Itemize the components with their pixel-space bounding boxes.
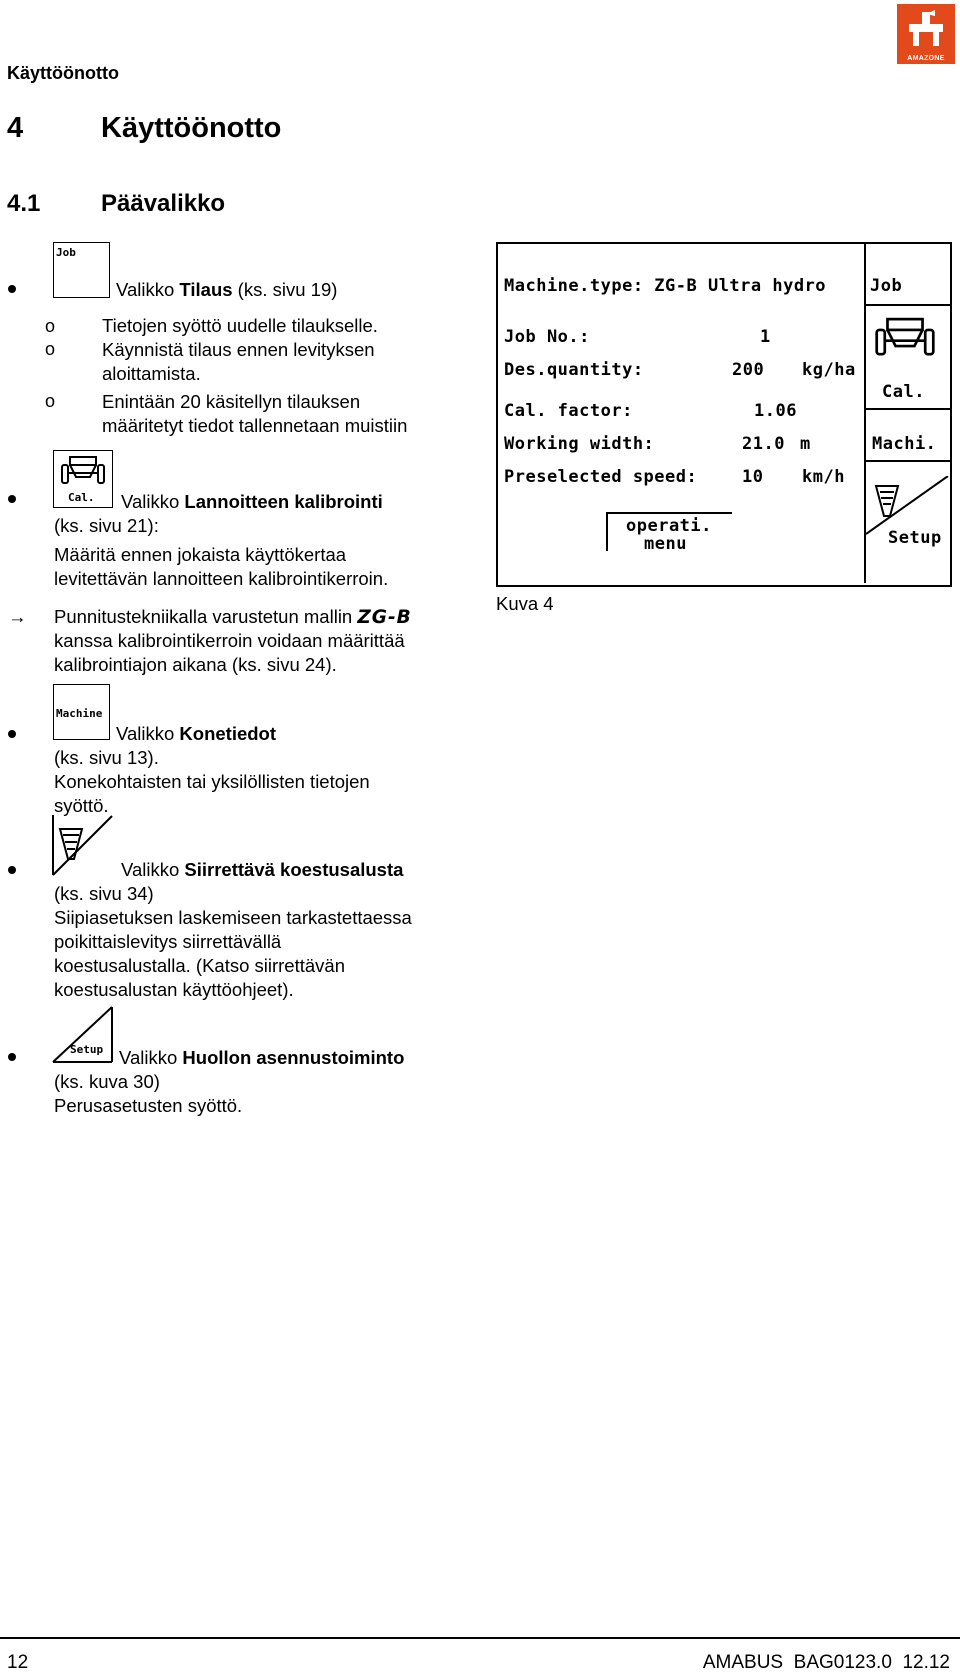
screen-setup-button[interactable]: Setup [888,528,942,548]
setup-line-1: (ks. kuva 30) [54,1071,160,1092]
tray-line-3: poikittaislevitys siirrettävällä [54,931,282,952]
screen-machine-type: Machine.type: ZG-B Ultra hydro [504,276,827,296]
screen-width-value: 21.0 [742,434,785,454]
logo-text: AMAZONE [907,55,945,62]
bullet [8,1053,16,1061]
screen-des-qty-value: 200 [732,360,765,380]
screen-divider [864,304,950,306]
bullet [8,730,16,738]
screen-width-label: Working width: [504,434,655,454]
job-menu-name: Tilaus [179,279,233,300]
setup-line-2: Perusasetusten syöttö. [54,1095,243,1116]
job-sub-2b: aloittamista. [102,363,201,384]
screen-job-no-label: Job No.: [504,327,590,347]
cal-menu-name: Lannoitteen kalibrointi [184,491,383,512]
tray-menu-line: Valikko Siirrettävä koestusalusta [121,859,404,880]
figure-caption: Kuva 4 [496,593,554,614]
spreader-icon [60,455,106,487]
footer-rule [0,1637,960,1639]
job-sub-3b: määritetyt tiedot tallennetaan muistiin [102,415,408,436]
screen-divider [864,460,950,462]
screen-operation-label[interactable]: operati. [626,516,712,536]
machine-line-1: (ks. sivu 13). [54,747,159,768]
test-tray-icon [52,815,116,877]
screen-machine-button[interactable]: Machi. [872,434,937,454]
machine-menu-name: Konetiedot [179,723,277,744]
bullet [8,285,16,293]
job-sub-1: Tietojen syöttö uudelle tilaukselle. [102,315,378,336]
job-menu-line: Valikko Tilaus (ks. sivu 19) [116,279,338,300]
setup-menu-line: Valikko Huollon asennustoiminto [119,1047,405,1068]
document-id: AMABUS BAG0123.0 12.12 [702,1652,950,1673]
screen-speed-value: 10 [742,467,764,487]
tray-line-5: koestusalustan käyttöohjeet). [54,979,294,1000]
cal-note-line-1: Punnitustekniikalla varustetun mallin ZG-B [54,606,412,628]
screen-des-qty-label: Des.quantity: [504,360,644,380]
machine-icon-label: Machine [56,707,103,720]
amazone-logo [897,4,955,64]
screen-divider [864,408,950,410]
job-sub-3: Enintään 20 käsitellyn tilauksen [102,391,361,412]
screen-des-qty-unit: kg/ha [802,360,856,380]
calibration-icon [53,450,113,508]
machine-line-3: syöttö. [54,795,109,816]
tray-line-2: Siipiasetuksen laskemiseen tarkastettaessa [54,907,412,928]
chapter-number: 4 [7,112,24,144]
setup-menu-name: Huollon asennustoiminto [182,1047,405,1068]
machine-line-2: Konekohtaisten tai yksilöllisten tietojen [54,771,370,792]
terminal-main-menu-screen [496,242,952,587]
screen-width-unit: m [800,434,811,454]
machine-menu-line: Valikko Konetiedot [116,723,277,744]
chapter-title: Käyttöönotto [101,112,282,144]
note-arrow-icon: → [8,606,27,627]
cal-icon-label: Cal. [68,491,95,504]
screen-cal-factor-label: Cal. factor: [504,401,633,421]
job-icon-label: Job [56,246,76,259]
job-icon [53,242,110,298]
running-header: Käyttöönotto [7,63,119,83]
bullet [8,866,16,874]
section-title: Päävalikko [101,190,226,217]
screen-test-tray-icon [872,480,902,520]
logo-mark-icon [905,10,947,48]
zgb-brand: ZG-B [357,607,412,628]
screen-speed-label: Preselected speed: [504,467,698,487]
screen-speed-unit: km/h [802,467,845,487]
setup-icon-label: Setup [70,1043,104,1056]
screen-cal-factor-value: 1.06 [754,401,797,421]
screen-spreader-icon [874,314,936,362]
job-sub-2: Käynnistä tilaus ennen levityksen [102,339,375,360]
bullet [8,495,16,503]
machine-icon [53,684,110,740]
tray-line-4: koestusalustalla. (Katso siirrettävän [54,955,345,976]
page-number: 12 [7,1652,29,1673]
cal-menu-line: Valikko Lannoitteen kalibrointi [121,491,383,512]
sub-bullet: o [45,316,56,336]
section-number: 4.1 [7,190,41,217]
screen-cal-button[interactable]: Cal. [882,382,925,402]
sub-bullet: o [45,391,56,411]
cal-note-line-3: kalibrointiajon aikana (ks. sivu 24). [54,654,337,675]
cal-line-2: levitettävän lannoitteen kalibrointikerroin. [54,568,389,589]
tray-menu-name: Siirrettävä koestusalusta [184,859,404,880]
screen-job-button[interactable]: Job [870,276,903,296]
tray-line-1: (ks. sivu 34) [54,883,154,904]
screen-job-no-value: 1 [760,327,771,347]
screen-menu-label[interactable]: menu [644,534,687,554]
cal-line-1: Määritä ennen jokaista käyttökertaa [54,544,347,565]
sub-bullet: o [45,339,56,359]
cal-ref: (ks. sivu 21): [54,515,159,536]
cal-note-line-2: kanssa kalibrointikerroin voidaan määrittää [54,630,405,651]
